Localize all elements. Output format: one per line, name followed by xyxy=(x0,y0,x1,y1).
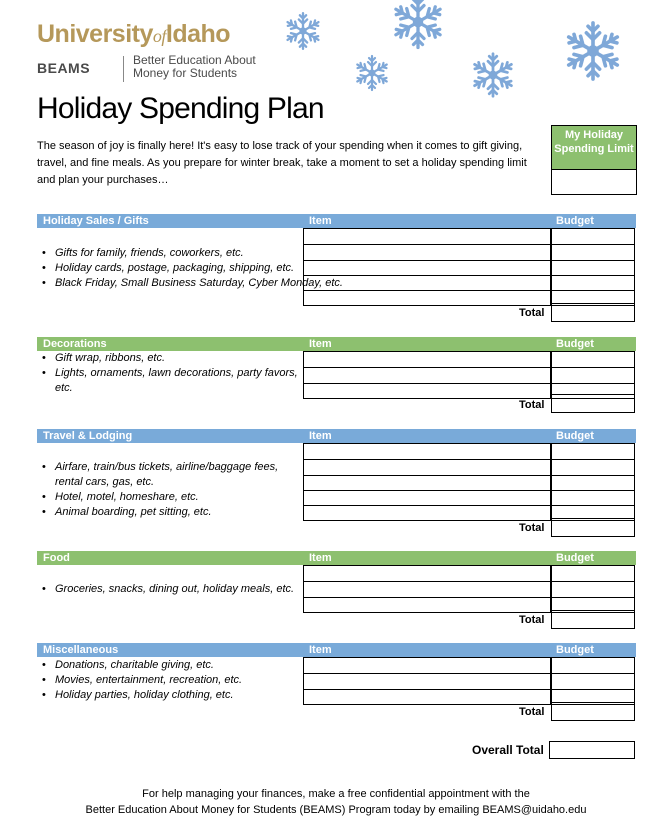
budget-cell[interactable] xyxy=(551,657,635,674)
overall-total-label: Overall Total xyxy=(472,743,544,757)
logo-divider xyxy=(123,56,124,82)
snowflake-icon xyxy=(388,0,448,52)
budget-column xyxy=(551,565,635,613)
budget-column-header: Budget xyxy=(556,338,594,350)
budget-column-header: Budget xyxy=(556,644,594,656)
budget-column xyxy=(551,443,635,521)
footer-line: For help managing your finances, make a free confidential appointment with the xyxy=(142,788,530,800)
item-column-header: Item xyxy=(309,338,332,350)
page-title: Holiday Spending Plan xyxy=(37,92,324,125)
bullet-item: • Holiday cards, postage, packaging, shipping, etc. xyxy=(42,261,343,276)
overall-total-cell[interactable] xyxy=(549,741,635,759)
section-travel-lodging xyxy=(37,429,636,537)
item-column-header: Item xyxy=(309,552,332,564)
bullet-item: • Airfare, train/bus tickets, airline/baggage fees, rental cars, gas, etc. xyxy=(42,460,305,490)
snowflake-icon xyxy=(468,50,518,100)
item-cell[interactable] xyxy=(303,475,551,491)
snowflake-icon xyxy=(560,18,626,84)
total-label: Total xyxy=(519,614,545,626)
section-header xyxy=(37,643,636,657)
section-title: Decorations xyxy=(43,338,107,350)
beams-tagline: Better Education About Money for Students xyxy=(133,53,256,80)
budget-cell[interactable] xyxy=(551,351,635,368)
budget-cell[interactable] xyxy=(551,260,635,276)
section-header xyxy=(37,551,636,565)
section-title: Food xyxy=(43,552,70,564)
university-logo xyxy=(37,20,256,80)
total-label: Total xyxy=(519,307,545,319)
section-decorations xyxy=(37,337,636,413)
item-cell[interactable] xyxy=(303,581,551,598)
budget-cell[interactable] xyxy=(551,673,635,690)
item-cell[interactable] xyxy=(303,673,551,690)
logo-wordmark: UniversityofIdaho xyxy=(37,20,231,48)
spending-limit-label: My Holiday Spending Limit xyxy=(552,126,636,170)
item-cell[interactable] xyxy=(303,260,551,276)
budget-cell[interactable] xyxy=(551,228,635,245)
budget-cell[interactable] xyxy=(551,275,635,291)
bullet-item: • Donations, charitable giving, etc. xyxy=(42,658,242,673)
spending-limit-input[interactable] xyxy=(552,170,636,193)
total-label: Total xyxy=(519,399,545,411)
section-title: Miscellaneous xyxy=(43,644,119,656)
item-column xyxy=(303,351,551,399)
budget-column-header: Budget xyxy=(556,215,594,227)
item-cell[interactable] xyxy=(303,565,551,582)
bullet-item: • Animal boarding, pet sitting, etc. xyxy=(42,505,305,520)
bullet-item: • Gifts for family, friends, coworkers, etc. xyxy=(42,246,343,261)
item-column xyxy=(303,443,551,521)
budget-cell[interactable] xyxy=(551,475,635,491)
bullet-item: • Gift wrap, ribbons, etc. xyxy=(42,351,300,366)
item-cell[interactable] xyxy=(303,228,551,245)
item-cell[interactable] xyxy=(303,459,551,476)
budget-column-header: Budget xyxy=(556,430,594,442)
total-label: Total xyxy=(519,522,545,534)
item-column xyxy=(303,657,551,705)
total-cell[interactable] xyxy=(551,518,635,537)
section-title: Travel & Lodging xyxy=(43,430,133,442)
section-food xyxy=(37,551,636,629)
section-miscellaneous xyxy=(37,643,636,721)
item-column-header: Item xyxy=(309,644,332,656)
snowflake-icon xyxy=(282,10,324,52)
snowflake-icon xyxy=(352,53,392,93)
section-holiday-gifts xyxy=(37,214,636,322)
budget-cell[interactable] xyxy=(551,459,635,476)
item-column xyxy=(303,228,551,306)
spending-limit-box xyxy=(551,125,637,195)
budget-cell[interactable] xyxy=(551,490,635,506)
budget-column xyxy=(551,228,635,306)
bullet-item: • Groceries, snacks, dining out, holiday meals, etc. xyxy=(42,582,294,597)
bullet-item: • Hotel, motel, homeshare, etc. xyxy=(42,490,305,505)
item-column-header: Item xyxy=(309,430,332,442)
beams-label: BEAMS xyxy=(37,60,91,76)
total-cell[interactable] xyxy=(551,303,635,322)
item-column-header: Item xyxy=(309,215,332,227)
item-cell[interactable] xyxy=(303,657,551,674)
bullet-item: • Movies, entertainment, recreation, etc. xyxy=(42,673,242,688)
total-cell[interactable] xyxy=(551,702,635,721)
item-column xyxy=(303,565,551,613)
section-bullets xyxy=(42,582,294,597)
section-header xyxy=(37,214,636,228)
budget-column xyxy=(551,657,635,705)
budget-cell[interactable] xyxy=(551,244,635,261)
item-cell[interactable] xyxy=(303,383,551,399)
item-cell[interactable] xyxy=(303,597,551,613)
total-cell[interactable] xyxy=(551,610,635,629)
footer-line: Better Education About Money for Students (BEAMS) Program today by emailing BEAMS@uidaho.edu xyxy=(85,804,587,816)
budget-column xyxy=(551,351,635,399)
item-cell[interactable] xyxy=(303,275,551,291)
section-bullets xyxy=(42,351,300,396)
budget-cell[interactable] xyxy=(551,443,635,460)
total-label: Total xyxy=(519,706,545,718)
bullet-item: • Holiday parties, holiday clothing, etc. xyxy=(42,688,242,703)
bullet-item: • Black Friday, Small Business Saturday, Cyber Monday, etc. xyxy=(42,276,343,291)
footer xyxy=(0,786,672,818)
section-bullets xyxy=(42,460,305,520)
item-cell[interactable] xyxy=(303,689,551,705)
section-header xyxy=(37,429,636,443)
total-cell[interactable] xyxy=(551,394,635,413)
budget-column-header: Budget xyxy=(556,552,594,564)
item-cell[interactable] xyxy=(303,490,551,506)
section-header xyxy=(37,337,636,351)
item-cell[interactable] xyxy=(303,244,551,261)
budget-cell[interactable] xyxy=(551,367,635,384)
item-cell[interactable] xyxy=(303,290,551,306)
item-cell[interactable] xyxy=(303,443,551,460)
section-bullets xyxy=(42,246,343,291)
section-bullets xyxy=(42,658,242,703)
bullet-item: • Lights, ornaments, lawn decorations, party favors, etc. xyxy=(42,366,300,396)
section-title: Holiday Sales / Gifts xyxy=(43,215,149,227)
intro-text: The season of joy is finally here! It's easy to lose track of your spending when it comes to gift giving, travel, and fine meals. As you prepare for winter break, take a moment to set a holiday spending limit and plan your purchases… xyxy=(37,140,527,186)
item-cell[interactable] xyxy=(303,351,551,368)
item-cell[interactable] xyxy=(303,505,551,521)
item-cell[interactable] xyxy=(303,367,551,384)
budget-cell[interactable] xyxy=(551,581,635,598)
budget-cell[interactable] xyxy=(551,565,635,582)
